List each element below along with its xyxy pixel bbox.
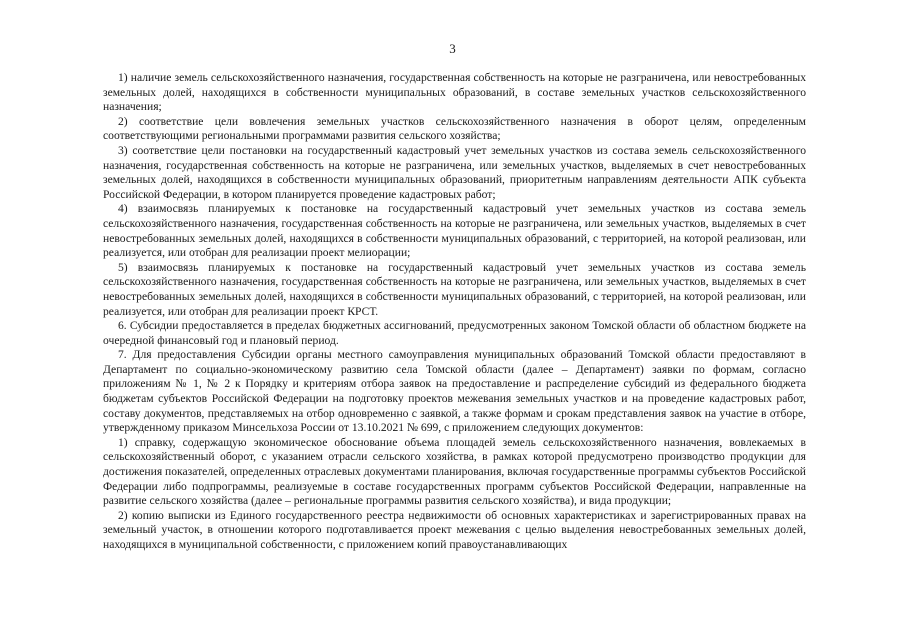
- paragraph-section-6: 6. Субсидии предоставляется в пределах бюджетных ассигнований, предусмотренных законом Томской области об областном бюджете на очередной финансовый год и плановый период.: [103, 319, 806, 347]
- paragraph-document-2: 2) копию выписки из Единого государственного реестра недвижимости об основных характеристиках и зарегистрированных правах на земельный участок, в отношении которого подготавливается проект межевания с целью выделения невостребованных земельных долей, находящихся в муниципальной собственности, с приложением копий правоустанавливающих: [103, 508, 806, 551]
- document-body: [103, 71, 806, 553]
- paragraph-criterion-1: 1) наличие земель сельскохозяйственного назначения, государственная собственность на которые не разграничена, или невостребованных земельных долей, находящихся в собственности муниципальных образований, в составе земельных участков сельскохозяйственного назначения;: [103, 71, 806, 114]
- page-number: 3: [449, 41, 456, 56]
- paragraph-criterion-4: 4) взаимосвязь планируемых к постановке на государственный кадастровый учет земельных участков из состава земель сельскохозяйственного назначения, государственная собственность на которые не разграничена, или земельных участков, выделяемых в счет невостребованных земельных долей, находящихся в собственности муниципальных образований, с территорией, на которой реализован, или реализуется, или отобран для реализации проект мелиорации;: [103, 202, 806, 260]
- paragraph-document-1: 1) справку, содержащую экономическое обоснование объема площадей земель сельскохозяйственного назначения, вовлекаемых в сельскохозяйственный оборот, с указанием отрасли сельского хозяйства, в рамках которой предусмотрено производство продукции для достижения показателей, определенных отраслевых документами планирования, включая государственные программы субъектов Российской Федерации либо подпрограммы, реализуемые в составе государственных программ субъектов Российской Федерации, направленные на развитие сельского хозяйства (далее – региональные программы развития сельского хозяйства), и вида продукции;: [103, 435, 806, 508]
- paragraph-section-7: 7. Для предоставления Субсидии органы местного самоуправления муниципальных образований Томской области предоставляют в Департамент по социально-экономическому развитию села Томской области (далее – Департамент) заявки по формам, согласно приложениям № 1, № 2 к Порядку и критериям отбора заявок на предоставление и распределение субсидий из федерального бюджета бюджетам субъектов Российской Федерации на подготовку проектов межевания земельных участков и на проведение кадастровых работ, составу документов, представляемых на отбор одновременно с заявкой, а также формам и срокам представления заявок на участие в отборе, утвержденному приказом Минсельхоза России от 13.10.2021 № 699, с приложением следующих документов:: [103, 348, 806, 435]
- paragraph-criterion-2: 2) соответствие цели вовлечения земельных участков сельскохозяйственного назначения в оборот целям, определенным соответствующими региональными программами развития сельского хозяйства;: [103, 114, 806, 143]
- paragraph-criterion-5: 5) взаимосвязь планируемых к постановке на государственный кадастровый учет земельных участков из состава земель сельскохозяйственного назначения, государственная собственность на которые не разграничена, или земельных участков, выделяемых в счет невостребованных земельных долей, находящихся в собственности муниципальных образований, с территорией, на которой реализован, или реализуется, или отобран для реализации проект КРСТ.: [103, 260, 806, 318]
- paragraph-criterion-3: 3) соответствие цели постановки на государственный кадастровый учет земельных участков из состава земель сельскохозяйственного назначения, государственная собственность на которые не разграничена, или земельных участков, выделяемых в счет невостребованных земельных долей, находящихся в собственности муниципальных образований, приоритетным направлениям деятельности АПК субъекта Российской Федерации, в котором планируется проведение кадастровых работ;: [103, 143, 806, 201]
